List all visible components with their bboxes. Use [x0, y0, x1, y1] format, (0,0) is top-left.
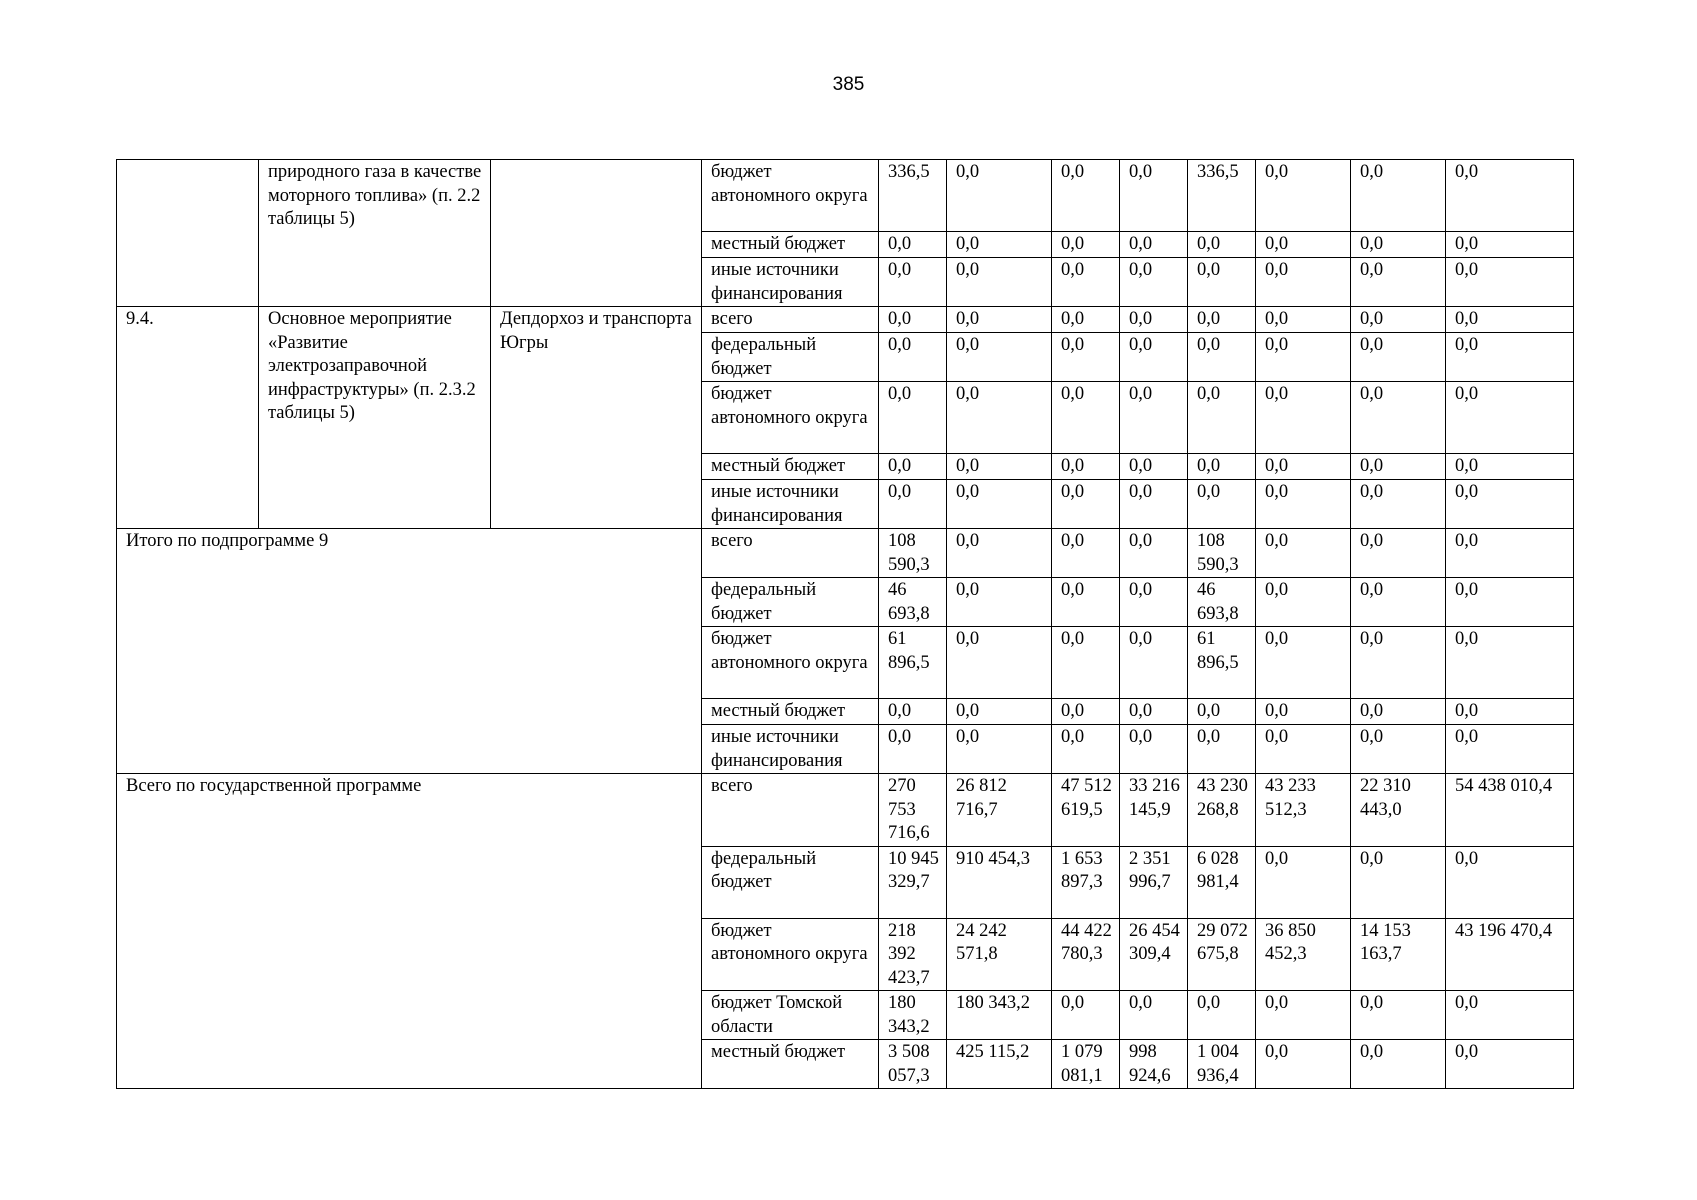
value-cell: 0,0	[1188, 258, 1256, 307]
funding-source-cell: местный бюджет	[702, 454, 879, 480]
value-cell: 180 343,2	[947, 991, 1052, 1040]
section-number-cell: 9.4.	[117, 307, 259, 529]
value-cell: 218 392 423,7	[879, 918, 947, 991]
value-cell: 0,0	[1446, 529, 1574, 578]
table-row	[117, 529, 1574, 578]
value-cell: 0,0	[1256, 333, 1351, 382]
value-cell: 0,0	[1188, 333, 1256, 382]
value-cell: 0,0	[1188, 454, 1256, 480]
value-cell: 0,0	[1052, 307, 1120, 333]
value-cell: 0,0	[1256, 232, 1351, 258]
value-cell: 1 079 081,1	[1052, 1040, 1120, 1089]
value-cell: 425 115,2	[947, 1040, 1052, 1089]
value-cell: 14 153 163,7	[1351, 918, 1446, 991]
value-cell: 0,0	[1256, 480, 1351, 529]
value-cell: 0,0	[1256, 307, 1351, 333]
value-cell: 46 693,8	[1188, 578, 1256, 627]
funding-source-cell: иные источники финансирования	[702, 725, 879, 774]
value-cell: 0,0	[947, 699, 1052, 725]
funding-source-cell: всего	[702, 307, 879, 333]
value-cell: 0,0	[1052, 725, 1120, 774]
value-cell: 0,0	[1351, 529, 1446, 578]
value-cell: 0,0	[1446, 699, 1574, 725]
value-cell: 0,0	[879, 307, 947, 333]
value-cell: 0,0	[1256, 627, 1351, 699]
funding-source-cell: местный бюджет	[702, 232, 879, 258]
value-cell: 0,0	[1120, 454, 1188, 480]
value-cell: 0,0	[1351, 627, 1446, 699]
section-name-cell: Основное мероприятие «Развитие электрозаправочной инфраструктуры» (п. 2.3.2 таблицы 5)	[259, 307, 491, 529]
value-cell: 0,0	[1052, 991, 1120, 1040]
funding-source-cell: всего	[702, 774, 879, 847]
value-cell: 0,0	[1256, 382, 1351, 454]
funding-source-cell: местный бюджет	[702, 699, 879, 725]
value-cell: 0,0	[1446, 454, 1574, 480]
value-cell: 0,0	[947, 454, 1052, 480]
value-cell: 0,0	[947, 382, 1052, 454]
value-cell: 10 945 329,7	[879, 846, 947, 918]
value-cell: 61 896,5	[879, 627, 947, 699]
value-cell: 26 812 716,7	[947, 774, 1052, 847]
section-executor-cell: Депдорхоз и транспорта Югры	[491, 307, 702, 529]
value-cell: 22 310 443,0	[1351, 774, 1446, 847]
value-cell: 36 850 452,3	[1256, 918, 1351, 991]
value-cell: 0,0	[947, 627, 1052, 699]
value-cell: 0,0	[1446, 307, 1574, 333]
section-executor-cell	[491, 160, 702, 307]
value-cell: 0,0	[1052, 699, 1120, 725]
value-cell: 0,0	[1120, 480, 1188, 529]
value-cell: 180 343,2	[879, 991, 947, 1040]
value-cell: 0,0	[1446, 382, 1574, 454]
value-cell: 0,0	[1446, 725, 1574, 774]
funding-source-cell: федеральный бюджет	[702, 578, 879, 627]
value-cell: 0,0	[1120, 307, 1188, 333]
page-number: 385	[832, 74, 865, 95]
value-cell: 0,0	[947, 307, 1052, 333]
funding-source-cell: бюджет автономного округа	[702, 160, 879, 232]
value-cell: 0,0	[947, 725, 1052, 774]
value-cell: 0,0	[1256, 454, 1351, 480]
value-cell: 0,0	[1052, 382, 1120, 454]
section-name-cell: природного газа в качестве моторного топлива» (п. 2.2 таблицы 5)	[259, 160, 491, 307]
value-cell: 0,0	[1120, 382, 1188, 454]
value-cell: 0,0	[1120, 725, 1188, 774]
value-cell: 0,0	[1351, 1040, 1446, 1089]
value-cell: 0,0	[1446, 258, 1574, 307]
value-cell: 0,0	[1351, 258, 1446, 307]
value-cell: 0,0	[947, 480, 1052, 529]
value-cell: 0,0	[879, 725, 947, 774]
value-cell: 24 242 571,8	[947, 918, 1052, 991]
value-cell: 0,0	[1446, 1040, 1574, 1089]
value-cell: 336,5	[1188, 160, 1256, 232]
section-number-cell	[117, 160, 259, 307]
value-cell: 0,0	[1052, 258, 1120, 307]
value-cell: 270 753 716,6	[879, 774, 947, 847]
value-cell: 0,0	[1120, 627, 1188, 699]
value-cell: 0,0	[879, 382, 947, 454]
value-cell: 0,0	[1052, 529, 1120, 578]
value-cell: 0,0	[947, 258, 1052, 307]
value-cell: 0,0	[1256, 991, 1351, 1040]
value-cell: 0,0	[1351, 307, 1446, 333]
value-cell: 46 693,8	[879, 578, 947, 627]
table-body	[117, 160, 1574, 1089]
value-cell: 0,0	[1120, 578, 1188, 627]
value-cell: 0,0	[1446, 991, 1574, 1040]
value-cell: 0,0	[1120, 232, 1188, 258]
value-cell: 0,0	[1446, 846, 1574, 918]
funding-source-cell: бюджет автономного округа	[702, 382, 879, 454]
funding-source-cell: бюджет автономного округа	[702, 627, 879, 699]
value-cell: 0,0	[1351, 160, 1446, 232]
total-label-cell: Итого по подпрограмме 9	[117, 529, 702, 774]
value-cell: 0,0	[1351, 846, 1446, 918]
value-cell: 0,0	[1188, 232, 1256, 258]
value-cell: 0,0	[1446, 480, 1574, 529]
funding-source-cell: федеральный бюджет	[702, 846, 879, 918]
value-cell: 3 508 057,3	[879, 1040, 947, 1089]
value-cell: 910 454,3	[947, 846, 1052, 918]
value-cell: 33 216 145,9	[1120, 774, 1188, 847]
value-cell: 0,0	[1351, 991, 1446, 1040]
value-cell: 0,0	[1052, 232, 1120, 258]
value-cell: 0,0	[879, 258, 947, 307]
funding-source-cell: местный бюджет	[702, 1040, 879, 1089]
value-cell: 0,0	[947, 160, 1052, 232]
total-label-cell: Всего по государственной программе	[117, 774, 702, 1089]
value-cell: 6 028 981,4	[1188, 846, 1256, 918]
value-cell: 0,0	[1351, 725, 1446, 774]
value-cell: 0,0	[1188, 382, 1256, 454]
value-cell: 44 422 780,3	[1052, 918, 1120, 991]
value-cell: 0,0	[1256, 846, 1351, 918]
funding-source-cell: всего	[702, 529, 879, 578]
value-cell: 0,0	[947, 529, 1052, 578]
value-cell: 0,0	[1188, 991, 1256, 1040]
value-cell: 61 896,5	[1188, 627, 1256, 699]
value-cell: 0,0	[1351, 232, 1446, 258]
value-cell: 0,0	[1120, 333, 1188, 382]
value-cell: 0,0	[1256, 699, 1351, 725]
value-cell: 43 233 512,3	[1256, 774, 1351, 847]
value-cell: 998 924,6	[1120, 1040, 1188, 1089]
value-cell: 0,0	[1120, 258, 1188, 307]
value-cell: 0,0	[1351, 480, 1446, 529]
budget-table	[116, 159, 1574, 1089]
value-cell: 0,0	[879, 454, 947, 480]
value-cell: 26 454 309,4	[1120, 918, 1188, 991]
value-cell: 0,0	[1120, 699, 1188, 725]
value-cell: 0,0	[1446, 232, 1574, 258]
value-cell: 336,5	[879, 160, 947, 232]
value-cell: 0,0	[1120, 160, 1188, 232]
value-cell: 0,0	[1256, 1040, 1351, 1089]
value-cell: 43 230 268,8	[1188, 774, 1256, 847]
value-cell: 0,0	[1052, 454, 1120, 480]
value-cell: 1 653 897,3	[1052, 846, 1120, 918]
value-cell: 0,0	[1446, 578, 1574, 627]
value-cell: 2 351 996,7	[1120, 846, 1188, 918]
value-cell: 0,0	[1052, 333, 1120, 382]
value-cell: 0,0	[1351, 454, 1446, 480]
value-cell: 108 590,3	[879, 529, 947, 578]
value-cell: 0,0	[1120, 991, 1188, 1040]
value-cell: 0,0	[1256, 529, 1351, 578]
value-cell: 0,0	[1052, 578, 1120, 627]
table-row	[117, 160, 1574, 232]
table-row	[117, 307, 1574, 333]
value-cell: 0,0	[1351, 578, 1446, 627]
value-cell: 0,0	[1256, 160, 1351, 232]
value-cell: 0,0	[1188, 480, 1256, 529]
funding-source-cell: иные источники финансирования	[702, 480, 879, 529]
funding-source-cell: федеральный бюджет	[702, 333, 879, 382]
value-cell: 108 590,3	[1188, 529, 1256, 578]
value-cell: 0,0	[1188, 699, 1256, 725]
value-cell: 0,0	[1446, 627, 1574, 699]
value-cell: 0,0	[879, 232, 947, 258]
value-cell: 0,0	[879, 480, 947, 529]
value-cell: 47 512 619,5	[1052, 774, 1120, 847]
value-cell: 0,0	[879, 333, 947, 382]
value-cell: 0,0	[947, 333, 1052, 382]
value-cell: 0,0	[1351, 382, 1446, 454]
value-cell: 0,0	[1446, 160, 1574, 232]
value-cell: 0,0	[947, 578, 1052, 627]
value-cell: 0,0	[1351, 699, 1446, 725]
value-cell: 0,0	[1256, 258, 1351, 307]
value-cell: 0,0	[1120, 529, 1188, 578]
value-cell: 0,0	[1446, 333, 1574, 382]
funding-source-cell: бюджет автономного округа	[702, 918, 879, 991]
funding-source-cell: иные источники финансирования	[702, 258, 879, 307]
value-cell: 0,0	[1256, 578, 1351, 627]
table-row	[117, 774, 1574, 847]
value-cell: 43 196 470,4	[1446, 918, 1574, 991]
value-cell: 0,0	[1052, 480, 1120, 529]
value-cell: 0,0	[1256, 725, 1351, 774]
value-cell: 0,0	[879, 699, 947, 725]
value-cell: 0,0	[947, 232, 1052, 258]
value-cell: 0,0	[1052, 627, 1120, 699]
value-cell: 0,0	[1351, 333, 1446, 382]
funding-source-cell: бюджет Томской области	[702, 991, 879, 1040]
value-cell: 29 072 675,8	[1188, 918, 1256, 991]
value-cell: 0,0	[1188, 307, 1256, 333]
value-cell: 0,0	[1188, 725, 1256, 774]
value-cell: 0,0	[1052, 160, 1120, 232]
value-cell: 54 438 010,4	[1446, 774, 1574, 847]
value-cell: 1 004 936,4	[1188, 1040, 1256, 1089]
